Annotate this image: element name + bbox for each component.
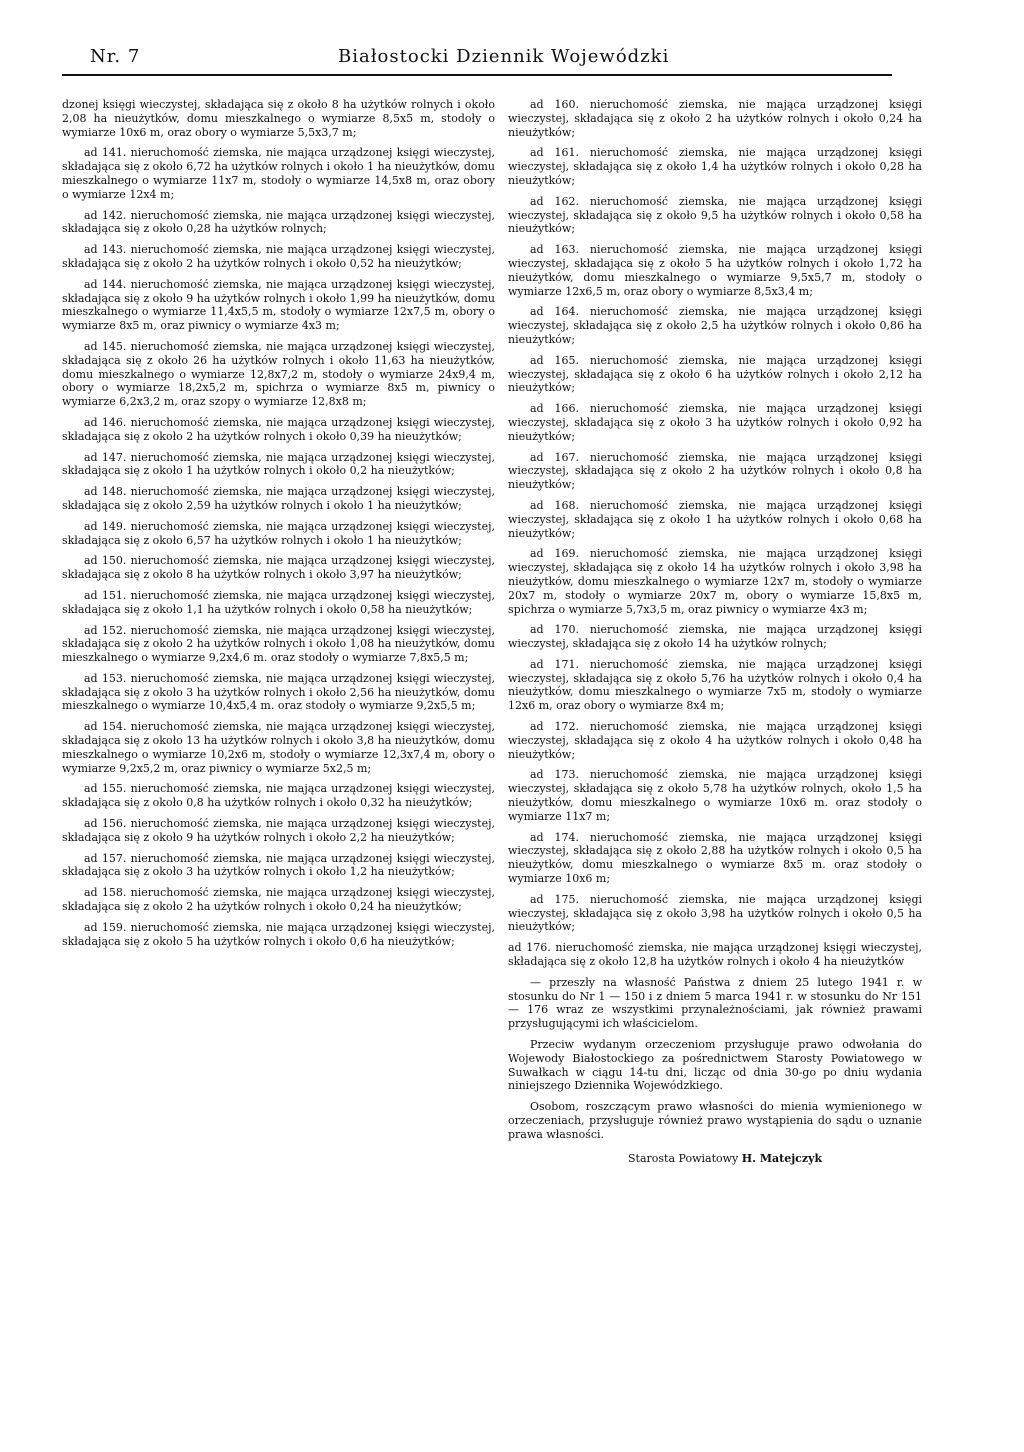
paragraph: ad 162. nieruchomość ziemska, nie mająca urządzonej księgi wieczystej, składająca się z około 9,5 ha użytków rolnych i około 0,58 ha nieużytków; [508, 194, 922, 236]
paragraph: ad 152. nieruchomość ziemska, nie mająca urządzonej księgi wieczystej, składająca się z około 2 ha użytków rolnych i około 1,08 ha nieużytków, domu mieszkalnego o wymiarze 9,2x4,6 m. oraz stodoły o wymiarze 7,8x5,5 m; [62, 623, 496, 665]
paragraph: ad 174. nieruchomość ziemska, nie mająca urządzonej księgi wieczystej, składająca się z około 2,88 ha użytków rolnych i około 0,5 ha nieużytków, domu mieszkalnego o wymiarze 8x5 m. oraz stodoły o wymiarze 10x6 m; [508, 830, 922, 886]
issue-number: Nr. 7 [90, 46, 141, 67]
right-column [508, 98, 922, 1172]
paragraph: ad 171. nieruchomość ziemska, nie mająca urządzonej księgi wieczystej, składająca się z około 5,76 ha użytków rolnych i około 0,4 ha nieużytków, domu mieszkalnego o wymiarze 7x5 m, stodoły o wymiarze 12x6 m, oraz obory o wymiarze 8x4 m; [508, 657, 922, 713]
paragraph: ad 154. nieruchomość ziemska, nie mająca urządzonej księgi wieczystej, składająca się z około 13 ha użytków rolnych i około 3,8 ha nieużytków, domu mieszkalnego o wymiarze 10,2x6 m, stodoły o wymiarze 12,3x7,4 m, obory o wymiarze 9,2x5,2 m, oraz piwnicy o wymiarze 5x2,5 m; [62, 720, 496, 775]
paragraph: Przeciw wydanym orzeczeniom przysługuje prawo odwołania do Wojewody Białostockiego za pośrednictwem Starosty Powiatowego w Suwałkach w ciągu 14-tu dni, licząc od dnia 30-go po dniu wydania niniejszego Dziennika Wojewódzkiego. [508, 1038, 922, 1093]
signature-title: Starosta Powiatowy [628, 1151, 739, 1165]
signature-name: H. Matejczyk [741, 1151, 823, 1165]
paragraph: ad 173. nieruchomość ziemska, nie mająca urządzonej księgi wieczystej, składająca się z około 5,78 ha użytków rolnych, około 1,5 ha nieużytków, domu mieszkalnego o wymiarze 10x6 m. oraz stodoły o wymiarze 11x7 m; [508, 768, 922, 823]
paragraph: ad 169. nieruchomość ziemska, nie mająca urządzonej księgi wieczystej, składająca się z około 14 ha użytków rolnych i około 3,98 ha nieużytków, domu mieszkalnego o wymiarze 12x7 m, stodoły o wymiarze 20x7 m, stodoły o wymiarze 20x7 m, obory o wymiarze 15,8x5 m, spichrza o wymiarze 5,7x3,5 m, oraz piwnicy o wymiarze 4x3 m; [508, 547, 922, 616]
paragraph: Osobom, roszczącym prawo własności do mienia wymienionego w orzeczeniach, przysługuje również prawo wystąpienia do sądu o uznanie prawa własności. [508, 1100, 922, 1141]
paragraph: ad 153. nieruchomość ziemska, nie mająca urządzonej księgi wieczystej, składająca się z około 3 ha użytków rolnych i około 2,56 ha nieużytków, domu mieszkalnego o wymiarze 10,4x5,4 m. oraz stodoły o wymiarze 9,2x5,5 m; [62, 671, 496, 713]
paragraph: ad 142. nieruchomość ziemska, nie mająca urządzonej księgi wieczystej, składająca się z około 0,28 ha użytków rolnych; [62, 208, 495, 236]
paragraph: ad 161. nieruchomość ziemska, nie mająca urządzonej księgi wieczystej, składająca się z około 1,4 ha użytków rolnych i około 0,28 ha nieużytków; [508, 146, 922, 187]
paragraph: — przeszły na własność Państwa z dniem 25 lutego 1941 r. w stosunku do Nr 1 — 150 i z dniem 5 marca 1941 r. w stosunku do Nr 151 — 176 wraz ze wszystkimi przynależnościami, jak również prawami przysługującymi ich właścicielom. [508, 975, 922, 1031]
paragraph: ad 160. nieruchomość ziemska, nie mająca urządzonej księgi wieczystej, składająca się z około 2 ha użytków rolnych i około 0,24 ha nieużytków; [508, 98, 922, 139]
paragraph: ad 143. nieruchomość ziemska, nie mająca urządzonej księgi wieczystej, składająca się z około 2 ha użytków rolnych i około 0,52 ha nieużytków; [62, 243, 495, 270]
paragraph: ad 170. nieruchomość ziemska, nie mająca urządzonej księgi wieczystej, składająca się z około 14 ha użytków rolnych; [508, 623, 922, 651]
paragraph: ad 172. nieruchomość ziemska, nie mająca urządzonej księgi wieczystej, składająca się z około 4 ha użytków rolnych i około 0,48 ha nieużytków; [508, 720, 922, 761]
paragraph: ad 147. nieruchomość ziemska, nie mająca urządzonej księgi wieczystej, składająca się z około 1 ha użytków rolnych i około 0,2 ha nieużytków; [62, 450, 495, 478]
left-column [62, 98, 495, 955]
paragraph: ad 157. nieruchomość ziemska, nie mająca urządzonej księgi wieczystej, składająca się z około 3 ha użytków rolnych i około 1,2 ha nieużytków; [62, 851, 495, 879]
paragraph: ad 155. nieruchomość ziemska, nie mająca urządzonej księgi wieczystej, składająca się z około 0,8 ha użytków rolnych i około 0,32 ha nieużytków; [62, 782, 495, 810]
paragraph: ad 167. nieruchomość ziemska, nie mająca urządzonej księgi wieczystej, składająca się z około 2 ha użytków rolnych i około 0,8 ha nieużytków; [508, 450, 922, 492]
paragraph: ad 163. nieruchomość ziemska, nie mająca urządzonej księgi wieczystej, składająca się z około 5 ha użytków rolnych i około 1,72 ha nieużytków, domu mieszkalnego o wymiarze 9,5x5,7 m, stodoły o wymiarze 12x6,5 m, oraz obory o wymiarze 8,5x3,4 m; [508, 243, 922, 298]
paragraph: ad 175. nieruchomość ziemska, nie mająca urządzonej księgi wieczystej, składająca się z około 3,98 ha użytków rolnych i około 0,5 ha nieużytków; [508, 892, 922, 934]
paragraph: ad 149. nieruchomość ziemska, nie mająca urządzonej księgi wieczystej, składająca się z około 6,57 ha użytków rolnych i około 1 ha nieużytków; [62, 519, 495, 547]
paragraph: ad 150. nieruchomość ziemska, nie mająca urządzonej księgi wieczystej, składająca się z około 8 ha użytków rolnych i około 3,97 ha nieużytków; [62, 554, 495, 582]
page-header [62, 44, 892, 76]
paragraph: dzonej księgi wieczystej, składająca się z około 8 ha użytków rolnych i około 2,08 ha nieużytków, domu mieszkalnego o wymiarze 8,5x5 m, stodoły o wymiarze 10x6 m, oraz obory o wymiarze 5,5x3,7 m; [62, 98, 495, 139]
paragraph: ad 164. nieruchomość ziemska, nie mająca urządzonej księgi wieczystej, składająca się z około 2,5 ha użytków rolnych i około 0,86 ha nieużytków; [508, 305, 922, 346]
paragraph: ad 166. nieruchomość ziemska, nie mająca urządzonej księgi wieczystej, składająca się z około 3 ha użytków rolnych i około 0,92 ha nieużytków; [508, 402, 922, 443]
paragraph: ad 168. nieruchomość ziemska, nie mająca urządzonej księgi wieczystej, składająca się z około 1 ha użytków rolnych i około 0,68 ha nieużytków; [508, 498, 922, 540]
paragraph: ad 165. nieruchomość ziemska, nie mająca urządzonej księgi wieczystej, składająca się z około 6 ha użytków rolnych i około 2,12 ha nieużytków; [508, 353, 922, 395]
paragraph: ad 159. nieruchomość ziemska, nie mająca urządzonej księgi wieczystej, składająca się z około 5 ha użytków rolnych i około 0,6 ha nieużytków; [62, 920, 495, 948]
paragraph: ad 176. nieruchomość ziemska, nie mająca urządzonej księgi wieczystej, składająca się z około 12,8 ha użytków rolnych i około 4 ha nieużytków [508, 941, 922, 969]
paragraph: ad 145. nieruchomość ziemska, nie mająca urządzonej księgi wieczystej, składająca się z około 26 ha użytków rolnych i około 11,63 ha nieużytków, domu mieszkalnego o wymiarze 12,8x7,2 m, stodoły o wymiarze 24x9,4 m, obory o wymiarze 18,2x5,2 m, spichrza o wymiarze 8x5 m, piwnicy o wymiarze 6,2x3,2 m, oraz szopy o wymiarze 12,8x8 m; [62, 339, 495, 409]
paragraph: ad 144. nieruchomość ziemska, nie mająca urządzonej księgi wieczystej, składająca się z około 9 ha użytków rolnych i około 1,99 ha nieużytków, domu mieszkalnego o wymiarze 11,4x5,5 m, stodoły o wymiarze 12x7,5 m, obory o wymiarze 8x5 m, oraz piwnicy o wymiarze 4x3 m; [62, 277, 496, 333]
paragraph: ad 156. nieruchomość ziemska, nie mająca urządzonej księgi wieczystej, składająca się z około 9 ha użytków rolnych i około 2,2 ha nieużytków; [62, 817, 495, 844]
signature [508, 1152, 922, 1166]
paragraph: ad 158. nieruchomość ziemska, nie mająca urządzonej księgi wieczystej, składająca się z około 2 ha użytków rolnych i około 0,24 ha nieużytków; [62, 886, 495, 914]
paragraph: ad 151. nieruchomość ziemska, nie mająca urządzonej księgi wieczystej, składająca się z około 1,1 ha użytków rolnych i około 0,58 ha nieużytków; [62, 588, 495, 616]
paragraph: ad 146. nieruchomość ziemska, nie mająca urządzonej księgi wieczystej, składająca się z około 2 ha użytków rolnych i około 0,39 ha nieużytków; [62, 415, 495, 443]
paragraph: ad 141. nieruchomość ziemska, nie mająca urządzonej księgi wieczystej, składająca się z około 6,72 ha użytków rolnych i około 1 ha nieużytków, domu mieszkalnego o wymiarze 11x7 m, stodoły o wymiarze 14,5x8 m, oraz obory o wymiarze 12x4 m; [62, 146, 496, 201]
journal-title: Białostocki Dziennik Wojewódzki [338, 46, 670, 67]
paragraph: ad 148. nieruchomość ziemska, nie mająca urządzonej księgi wieczystej, składająca się z około 2,59 ha użytków rolnych i około 1 ha nieużytków; [62, 485, 495, 512]
